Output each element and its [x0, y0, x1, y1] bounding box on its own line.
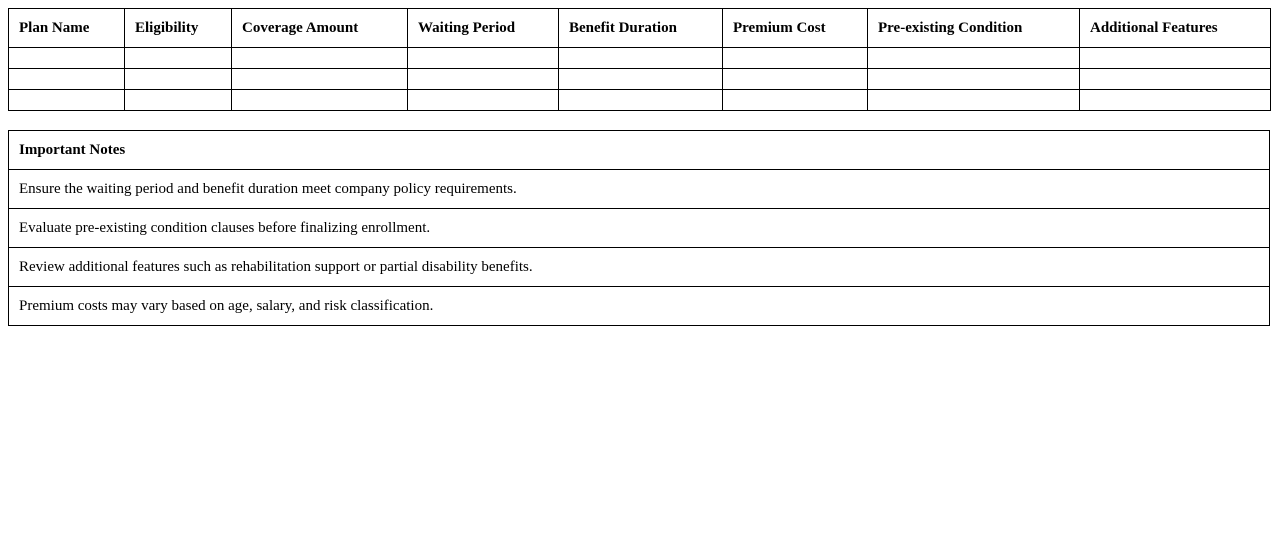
table-row: [9, 90, 1271, 111]
table-cell[interactable]: [9, 48, 125, 69]
column-header-premium-cost: Premium Cost: [723, 9, 868, 48]
list-item: [9, 287, 1270, 326]
column-header-pre-existing-condition: Pre-existing Condition: [868, 9, 1080, 48]
notes-title: Important Notes: [9, 131, 1270, 170]
table-cell[interactable]: [1080, 48, 1271, 69]
table-cell[interactable]: [868, 90, 1080, 111]
list-item: [9, 248, 1270, 287]
table-cell[interactable]: [559, 90, 723, 111]
table-cell[interactable]: [723, 90, 868, 111]
note-text: Evaluate pre-existing condition clauses before finalizing enrollment.: [9, 209, 1270, 248]
table-cell[interactable]: [408, 48, 559, 69]
table-cell[interactable]: [408, 69, 559, 90]
table-cell[interactable]: [232, 69, 408, 90]
important-notes-table: [8, 130, 1270, 326]
table-cell[interactable]: [868, 48, 1080, 69]
column-header-benefit-duration: Benefit Duration: [559, 9, 723, 48]
disability-plans-table: [8, 8, 1271, 111]
table-cell[interactable]: [723, 69, 868, 90]
table-cell[interactable]: [125, 90, 232, 111]
table-cell[interactable]: [125, 69, 232, 90]
table-cell[interactable]: [408, 90, 559, 111]
note-text: Review additional features such as rehabilitation support or partial disability benefits.: [9, 248, 1270, 287]
table-cell[interactable]: [868, 69, 1080, 90]
column-header-coverage-amount: Coverage Amount: [232, 9, 408, 48]
table-cell[interactable]: [9, 69, 125, 90]
table-cell[interactable]: [559, 48, 723, 69]
column-header-waiting-period: Waiting Period: [408, 9, 559, 48]
table-header-row: [9, 9, 1271, 48]
table-cell[interactable]: [1080, 90, 1271, 111]
note-text: Ensure the waiting period and benefit duration meet company policy requirements.: [9, 170, 1270, 209]
table-cell[interactable]: [9, 90, 125, 111]
table-cell[interactable]: [1080, 69, 1271, 90]
list-item: [9, 209, 1270, 248]
table-cell[interactable]: [232, 90, 408, 111]
column-header-eligibility: Eligibility: [125, 9, 232, 48]
column-header-additional-features: Additional Features: [1080, 9, 1271, 48]
notes-header-row: [9, 131, 1270, 170]
note-text: Premium costs may vary based on age, salary, and risk classification.: [9, 287, 1270, 326]
table-cell[interactable]: [559, 69, 723, 90]
column-header-plan-name: Plan Name: [9, 9, 125, 48]
table-cell[interactable]: [125, 48, 232, 69]
table-row: [9, 69, 1271, 90]
table-row: [9, 48, 1271, 69]
table-cell[interactable]: [232, 48, 408, 69]
table-cell[interactable]: [723, 48, 868, 69]
list-item: [9, 170, 1270, 209]
